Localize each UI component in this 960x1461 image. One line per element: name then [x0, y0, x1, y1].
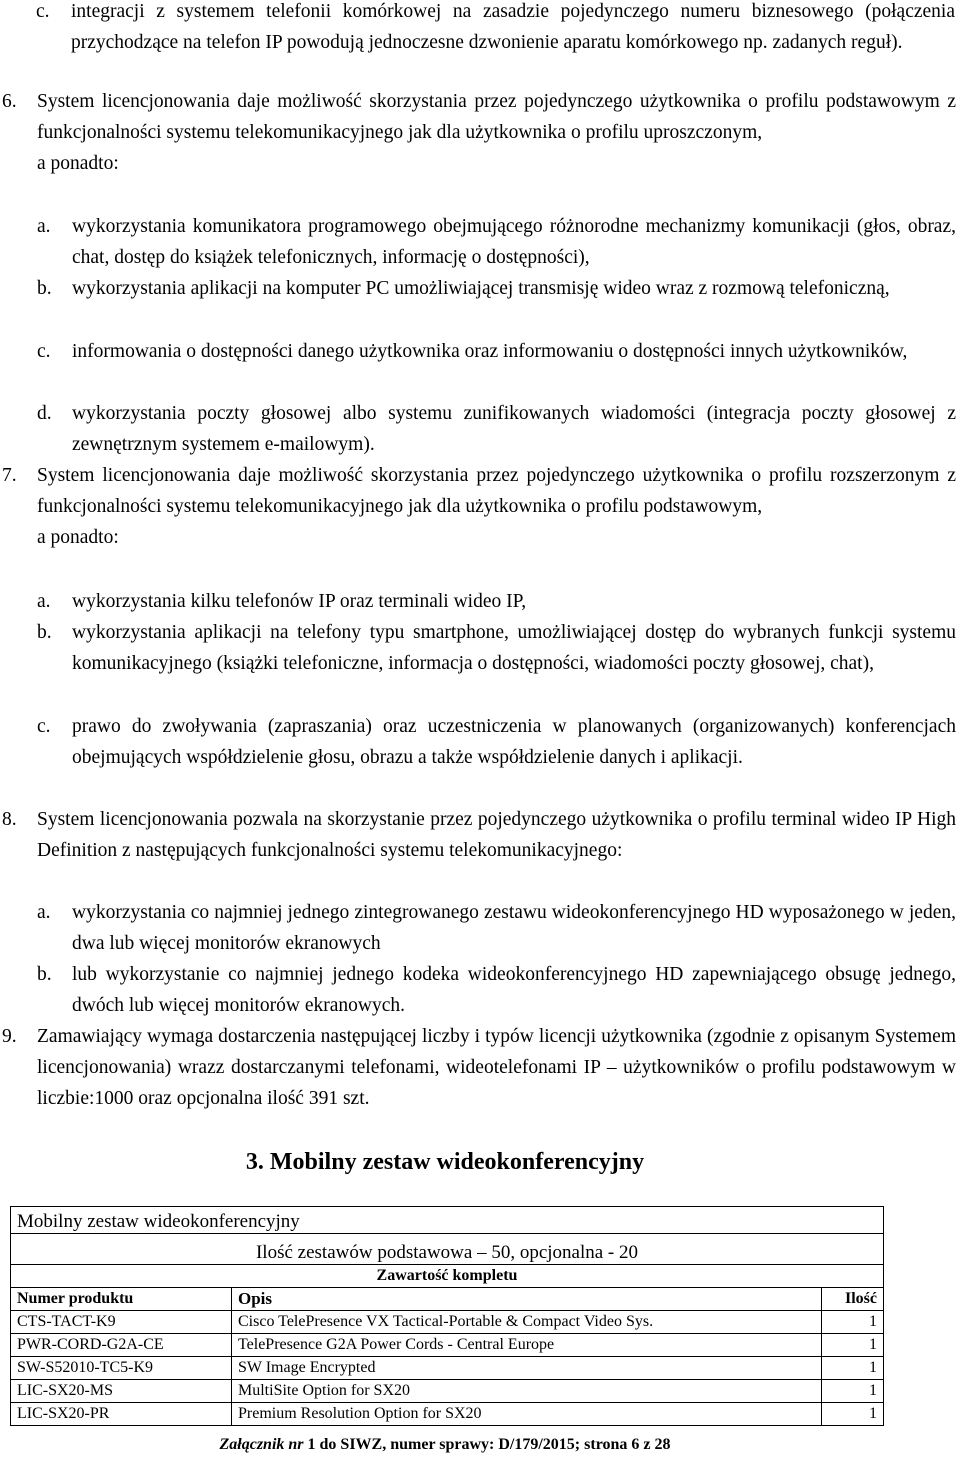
list-marker: 6. [2, 91, 17, 112]
list-item-c-top [0, 0, 960, 58]
list-item-text: wykorzystania aplikacji na komputer PC umożliwiającej transmisję wideo wraz z rozmową telefoniczną, [72, 278, 890, 299]
list-item-text: informowania o dostępności danego użytkownika oraz informowaniu o dostępności innych użytkowników, [72, 341, 908, 362]
sublist-item-6a [0, 211, 960, 273]
list-marker: 8. [2, 809, 17, 830]
list-item-text: lub wykorzystanie co najmniej jednego kodeka wideokonferencyjnego HD zapewniającego obsugę jednego, dwóch lub więcej monitorów ekranowych. [72, 964, 956, 1016]
sublist-item-6c [0, 336, 960, 367]
header-description: Opis [232, 1288, 822, 1311]
list-item-text: wykorzystania komunikatora programowego obejmującego różnorodne mechanizmy komunikacji (głos, obraz, chat, dostęp do książek telefonicznych, informację o dostępności), [72, 216, 956, 268]
table-row [11, 1357, 884, 1380]
cell-product-number: PWR-CORD-G2A-CE [11, 1334, 232, 1357]
list-marker: a. [37, 216, 51, 237]
cell-description: TelePresence G2A Power Cords - Central Europe [232, 1334, 822, 1357]
list-item-text: System licencjonowania daje możliwość skorzystania przez pojedynczego użytkownika o profilu rozszerzonym z funkcjonalności systemu telekomunikacyjnego jak dla użytkownika o profilu podstawowym, [37, 465, 956, 517]
list-item-6 [0, 86, 960, 179]
sublist-item-6b [0, 273, 960, 304]
list-item-text: Zamawiający wymaga dostarczenia następującej liczby i typów licencji użytkownika (zgodnie z opisanym Systemem licencjonowania) wrazz dostarczanymi telefonami, wideotelefonami IP – użytkowników o profilu podstawowym w liczbie:1000 oraz opcjonalna ilość 391 szt. [37, 1026, 956, 1109]
kit-contents-label: Zawartość kompletu [11, 1265, 884, 1288]
kit-contents-row [11, 1265, 884, 1288]
kit-table [10, 1206, 884, 1426]
list-marker: 7. [2, 465, 17, 486]
footer-prefix: Załącznik nr [219, 1436, 304, 1453]
sublist-item-7a [0, 586, 960, 617]
list-item-text: wykorzystania poczty głosowej albo systemu zunifikowanych wiadomości (integracja poczty głosowej z zewnętrznym systemem e-mailowym). [72, 403, 956, 455]
cell-quantity: 1 [821, 1380, 883, 1403]
cell-description: Premium Resolution Option for SX20 [232, 1403, 822, 1426]
list-item-tail: a ponadto: [37, 153, 119, 174]
cell-product-number: LIC-SX20-PR [11, 1403, 232, 1426]
table-row [11, 1380, 884, 1403]
list-marker: c. [37, 716, 51, 737]
list-marker: b. [37, 964, 52, 985]
list-marker: c. [37, 341, 51, 362]
kit-name-row [11, 1207, 884, 1234]
cell-description: MultiSite Option for SX20 [232, 1380, 822, 1403]
sublist-item-6d [0, 398, 960, 460]
cell-description: SW Image Encrypted [232, 1357, 822, 1380]
kit-quantity: Ilość zestawów podstawowa – 50, opcjonalna - 20 [11, 1234, 884, 1265]
list-item-tail: a ponadto: [37, 527, 119, 548]
kit-name: Mobilny zestaw wideokonferencyjny [11, 1207, 884, 1234]
cell-quantity: 1 [821, 1334, 883, 1357]
list-marker: 9. [2, 1026, 17, 1047]
cell-quantity: 1 [821, 1311, 883, 1334]
header-product-number: Numer produktu [11, 1288, 232, 1311]
list-marker: a. [37, 591, 51, 612]
list-marker: d. [37, 403, 52, 424]
list-item-8 [0, 804, 960, 866]
list-marker: a. [37, 902, 51, 923]
cell-product-number: LIC-SX20-MS [11, 1380, 232, 1403]
list-item-text: wykorzystania kilku telefonów IP oraz terminali wideo IP, [72, 591, 527, 612]
list-item-text: prawo do zwoływania (zapraszania) oraz uczestniczenia w planowanych (organizowanych) konferencjach obejmujących współdzielenie głosu, obrazu a także współdzielenie danych i aplikacji. [72, 716, 956, 768]
cell-product-number: SW-S52010-TC5-K9 [11, 1357, 232, 1380]
cell-quantity: 1 [821, 1403, 883, 1426]
list-item-text: System licencjonowania pozwala na skorzystanie przez pojedynczego użytkownika o profilu terminal wideo IP High Definition z następujących funkcjonalności systemu telekomunikacyjnego: [37, 809, 956, 861]
page-footer [0, 1436, 890, 1454]
list-item-7 [0, 460, 960, 553]
sublist-item-7c [0, 711, 960, 773]
sublist-item-8a [0, 897, 960, 959]
list-item-text: wykorzystania co najmniej jednego zintegrowanego zestawu wideokonferencyjnego HD wyposażonego w jeden, dwa lub więcej monitorów ekranowych [72, 902, 956, 954]
cell-description: Cisco TelePresence VX Tactical-Portable & Compact Video Sys. [232, 1311, 822, 1334]
list-item-9 [0, 1021, 960, 1114]
header-quantity: Ilość [821, 1288, 883, 1311]
sublist-item-7b [0, 617, 960, 679]
cell-quantity: 1 [821, 1357, 883, 1380]
kit-qty-row [11, 1234, 884, 1265]
sublist-item-8b [0, 959, 960, 1021]
section-title: 3. Mobilny zestaw wideokonferencyjny [245, 1149, 645, 1175]
list-marker: b. [37, 278, 52, 299]
list-item-text: integracji z systemem telefonii komórkowej na zasadzie pojedynczego numeru biznesowego (połączenia przychodzące na telefon IP powodują jednoczesne dzwonienie aparatu komórkowego np. zadanych reguł). [71, 1, 955, 53]
footer-text: 1 do SIWZ, numer sprawy: D/179/2015; strona 6 z 28 [303, 1436, 671, 1453]
cell-product-number: CTS-TACT-K9 [11, 1311, 232, 1334]
table-header-row [11, 1288, 884, 1311]
list-item-text: System licencjonowania daje możliwość skorzystania przez pojedynczego użytkownika o profilu podstawowym z funkcjonalności systemu telekomunikacyjnego jak dla użytkownika o profilu uproszczonym, [37, 91, 956, 143]
list-marker: c. [36, 1, 50, 22]
list-marker: b. [37, 622, 52, 643]
list-item-text: wykorzystania aplikacji na telefony typu smartphone, umożliwiającej dostęp do wybranych funkcji systemu komunikacyjnego (książki telefoniczne, informacja o dostępności, wiadomości poczty głosowej, chat), [72, 622, 956, 674]
table-row [11, 1311, 884, 1334]
table-row [11, 1334, 884, 1357]
table-row [11, 1403, 884, 1426]
